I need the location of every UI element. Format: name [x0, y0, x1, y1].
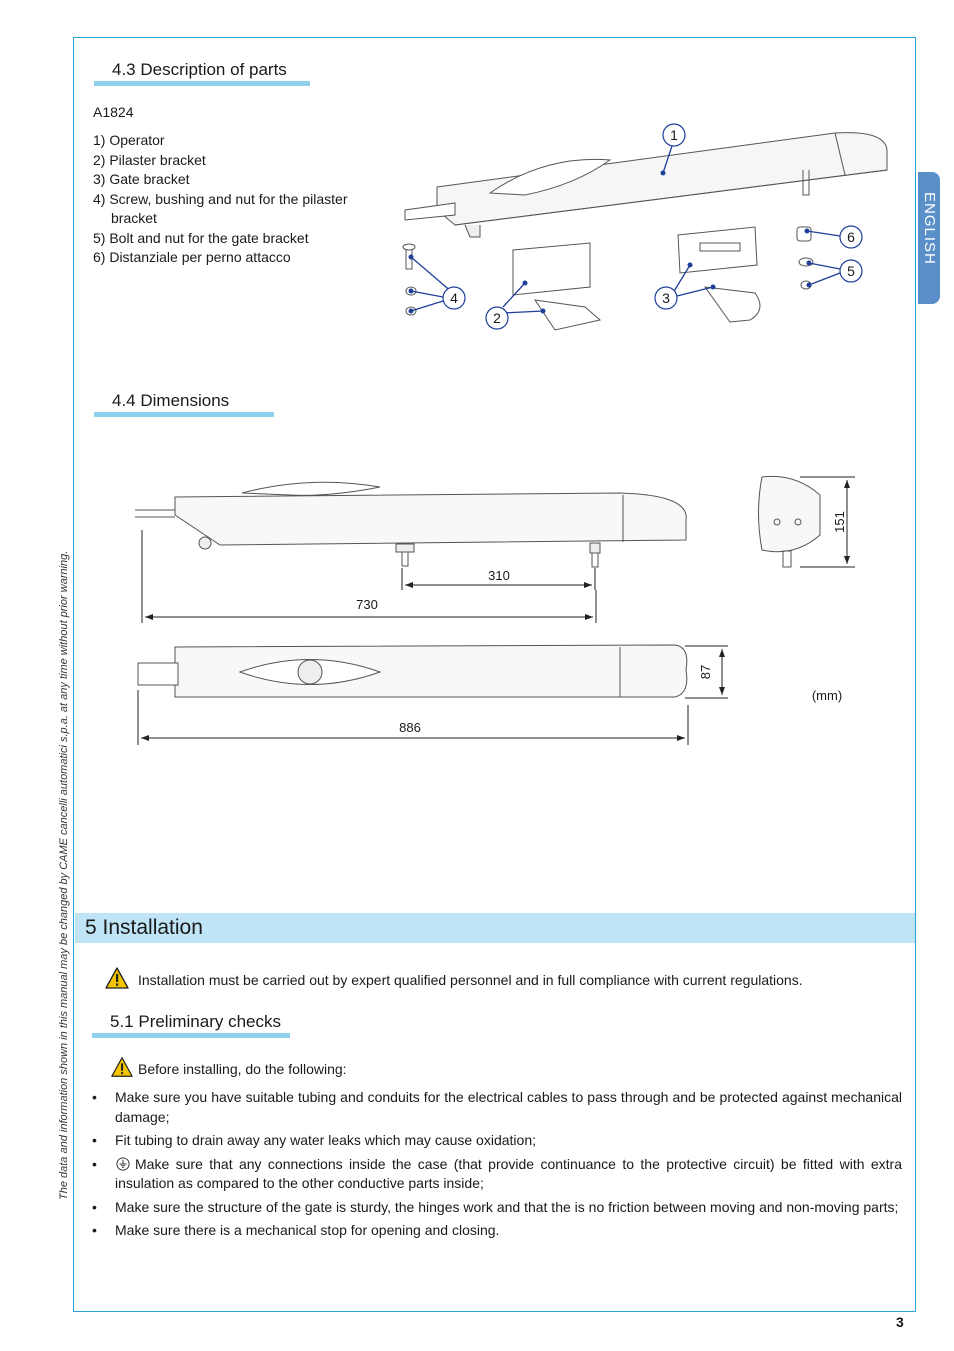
section-5-1-title: 5.1 Preliminary checks — [110, 1012, 282, 1031]
list-item: • Make sure there is a mechanical stop for opening and closing. — [92, 1221, 902, 1241]
language-tab[interactable] — [918, 172, 940, 304]
callout-3: 3 — [662, 290, 670, 306]
unit-label: (mm) — [811, 688, 843, 703]
page-number: 3 — [896, 1314, 904, 1330]
preliminary-checklist — [92, 1088, 902, 1245]
part-item: 1) Operator — [93, 132, 165, 148]
callout-6: 6 — [847, 229, 855, 245]
warning-icon — [104, 966, 130, 990]
dim-730: 730 — [356, 597, 378, 612]
section-4-3-title: 4.3 Description of parts — [112, 60, 287, 79]
part-item: 5) Bolt and nut for the gate bracket — [93, 229, 309, 246]
parts-list — [93, 131, 347, 268]
parts-illustration — [395, 115, 905, 340]
section-5-title: 5 Installation — [85, 916, 203, 939]
list-item: • Make sure you have suitable tubing and conduits for the electrical cables to pass through and be protected against mechanical damage; — [92, 1088, 902, 1127]
callout-4: 4 — [450, 290, 458, 306]
dim-310: 310 — [488, 568, 510, 583]
list-item: • Fit tubing to drain away any water leaks which may cause oxidation; — [92, 1131, 902, 1151]
installation-warning: Installation must be carried out by expert qualified personnel and in full compliance with current regulations. — [138, 972, 803, 988]
ground-icon — [115, 1157, 131, 1171]
language-tab-label: ENGLISH — [921, 192, 938, 265]
callout-5: 5 — [847, 263, 855, 279]
section-4-4-title: 4.4 Dimensions — [112, 391, 230, 410]
dimensions-drawing — [130, 465, 860, 750]
part-item: 4) Screw, bushing and nut for the pilaster — [93, 190, 348, 207]
preliminary-intro: Before installing, do the following: — [138, 1061, 347, 1077]
side-disclaimer: The data and information shown in this manual may be changed by CAME cancelli automatici s.p.a. at any time without prior warning. — [58, 550, 70, 1200]
model-code: A1824 — [93, 104, 134, 120]
dim-87: 87 — [698, 664, 713, 680]
part-item: 3) Gate bracket — [93, 171, 190, 187]
callout-2: 2 — [493, 310, 501, 326]
section-4-4-heading — [112, 391, 229, 411]
part-item: 2) Pilaster bracket — [93, 151, 206, 168]
part-item: 6) Distanziale per perno attacco — [93, 249, 291, 265]
dim-886: 886 — [399, 720, 421, 735]
dim-151: 151 — [832, 511, 847, 533]
warning-icon — [110, 1055, 134, 1079]
section-5-1-heading — [110, 1012, 281, 1032]
section-5-band — [75, 913, 915, 943]
list-item: • Make sure that any connections inside the case (that provide continuance to the protective circuit) be fitted with extra insulation as compared to the other conductive parts inside; — [92, 1155, 902, 1194]
section-4-3-heading — [112, 60, 287, 80]
callout-1: 1 — [670, 127, 678, 143]
list-item: • Make sure the structure of the gate is sturdy, the hinges work and that the is no friction between moving and non-moving parts; — [92, 1198, 902, 1218]
part-item: bracket — [111, 210, 157, 226]
